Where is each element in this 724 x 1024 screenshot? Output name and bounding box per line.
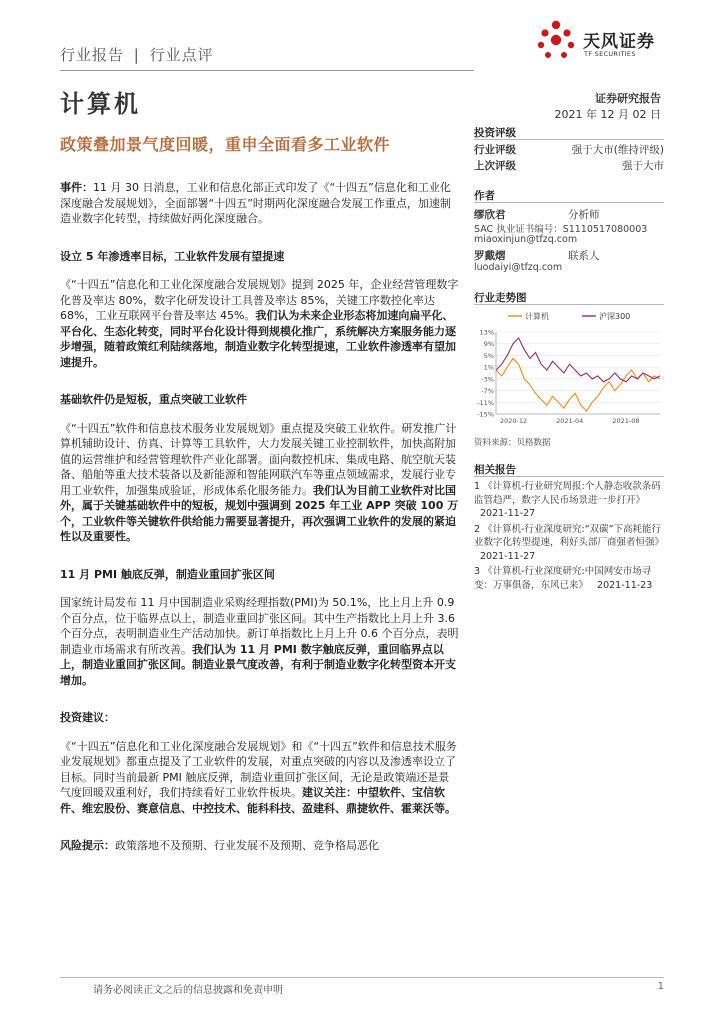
section-text: 《“十四五”软件和信息技术服务业发展规划》重点提及突破工业软件。研发推广计算机辅助设计、仿真、计算等工具软件，大力发展关键工业控制软件，加快高附加值的运营维护和经营管理软件产业化部署。面向数控机床、集成电路、航空航天装备、船舶等重大技术装备以及新能源和智能网联汽车等重点领域需求，发展行业专用工业软件，加强集成验证，形成体系化服务能力。 xyxy=(60,421,457,497)
section-text: 《“十四五”信息化和工业化深度融合发展规划》提到 2025 年，企业经营管理数字化普及率达 80%，数字化研发设计工具普及率达 85%，关键工序数控化率达 68%，工业互联网平台普及率达 45%。 xyxy=(60,278,459,322)
section-title: 设立 5 年渗透率目标，工业软件发展有望提速 xyxy=(60,249,285,263)
rating-value: 强于大市(维持评级) xyxy=(571,144,664,156)
x-tick-label: 2020-12 xyxy=(500,417,528,425)
related-item[interactable] xyxy=(474,565,666,592)
report-title: 政策叠加景气度回暖，重申全面看多工业软件 xyxy=(60,135,391,154)
author-sac: SAC 执业证书编号：S1110517080003 xyxy=(474,224,648,235)
related-item-date: 2021-11-23 xyxy=(597,579,653,591)
related-item-date: 2021-11-27 xyxy=(480,508,536,519)
section-highlight: 我们认为目前工业软件对比国外，属于关键基础软件中的短板，规划中强调到 2025 年工业 APP 突破 100 万个，工业软件等关键软件供给能力需要显著提升，再次强调工业软件的发展的紧迫性以及重要性。 xyxy=(60,483,459,543)
y-tick-label: -15% xyxy=(477,410,494,419)
crumb-separator: | xyxy=(133,46,140,64)
logo-subtitle: TF SECURITIES xyxy=(584,50,636,58)
industry-title: 计算机 xyxy=(60,90,141,118)
y-tick-label: -7% xyxy=(481,387,494,396)
section-title: 11 月 PMI 触底反弹，制造业重回扩张区间 xyxy=(60,567,275,581)
logo-name: 天风证券 xyxy=(583,32,655,52)
event-paragraph xyxy=(60,180,460,227)
trend-heading: 行业走势图 xyxy=(474,292,527,304)
risk-text: 政策落地不及预期、行业发展不及预期、竞争格局恶化 xyxy=(115,839,379,852)
footer-divider xyxy=(60,977,664,978)
prev-rating-row xyxy=(474,158,664,173)
author-row xyxy=(474,207,664,222)
x-tick-label: 2021-04 xyxy=(556,417,584,425)
trend-divider xyxy=(474,304,664,305)
rating-label: 行业评级 xyxy=(474,144,516,156)
author-row xyxy=(474,248,664,263)
trend-chart xyxy=(474,308,664,430)
legend-label: 沪深300 xyxy=(599,312,631,321)
advice-text: 《“十四五”信息化和工业化深度融合发展规划》和《“十四五”软件和信息技术服务业发展规划》都重点提及了工业软件的发展，对重点突破的内容以及渗透率设立了目标。同时当前最新 PMI 触底反弹，制造业重回扩张区间，无论是政策端还是景气度回暖双重利好，我们持续看好工业软件板块。 xyxy=(60,739,457,799)
risk-paragraph xyxy=(60,838,460,854)
rating-row xyxy=(474,142,664,157)
prev-rating-value: 强于大市 xyxy=(622,160,664,172)
crumb-subtype: 行业点评 xyxy=(149,46,214,64)
section-highlight: 我们认为未来企业形态将加速向扁平化、平台化、生态化转变，同时平台化设计得到规模化推广，系统解决方案服务能力逐步增强，随着政策红利陆续落地，制造业数字化转型提速，工业软件渗透率有望加速提升。 xyxy=(60,309,456,369)
section-highlight: 我们认为 11 月 PMI 数字触底反弹，重回临界点以上，制造业重回扩张区间。制造业景气度改善，有利于制造业数字化转型资本开支增加。 xyxy=(60,642,456,687)
series-line-computer xyxy=(496,358,660,411)
author-role: 分析师 xyxy=(568,209,600,221)
header-divider xyxy=(60,70,474,71)
authors-heading: 作者 xyxy=(474,190,495,202)
x-tick-label: 2021-08 xyxy=(612,417,640,425)
related-item-title[interactable]: 3 《计算机-行业深度研究:中国网安市场寻变：万事俱备，东风已来》 xyxy=(474,566,652,591)
y-tick-label: -3% xyxy=(481,375,494,384)
legend-label: 计算机 xyxy=(525,312,549,321)
section-title: 基础软件仍是短板，重点突破工业软件 xyxy=(60,393,247,406)
report-type: 证券研究报告 xyxy=(595,92,661,105)
author-role: 联系人 xyxy=(568,250,600,262)
author-name: 罗戴熠 xyxy=(474,250,506,262)
author-email: miaoxinjun@tfzq.com xyxy=(474,234,578,245)
event-text: 11 月 30 日消息，工业和信息化部正式印发了《“十四五”信息化和工业化深度融合发展规划》，全面部署“十四五”时期两化深度融合发展工作重点，加速制造业数字化转型，持续做好两化深度融合。 xyxy=(60,181,451,225)
related-divider xyxy=(474,476,664,477)
related-item-title[interactable]: 1 《计算机-行业研究周报:个人静态收款条码监管趋严，数字人民币场景进一步打开》 xyxy=(474,481,661,506)
y-tick-label: 5% xyxy=(483,351,494,360)
prev-rating-label: 上次评级 xyxy=(474,160,516,172)
breadcrumb xyxy=(60,44,214,65)
section-paragraph xyxy=(60,277,460,370)
advice-paragraph xyxy=(60,739,460,817)
chart-source: 资料来源：贝格数据 xyxy=(474,438,551,448)
risk-label: 风险提示： xyxy=(60,839,115,852)
y-tick-label: 13% xyxy=(479,328,494,337)
authors-divider xyxy=(474,202,664,203)
advice-highlight: 建议关注：中望软件、宝信软件、维宏股份、赛意信息、中控技术、能科科技、盈建科、鼎捷软件、霍莱沃等。 xyxy=(60,786,456,815)
main-content xyxy=(60,180,460,854)
rating-heading: 投资评级 xyxy=(474,127,516,139)
author-name: 缪欣君 xyxy=(474,209,506,221)
footer-disclaimer: 请务必阅读正文之后的信息披露和免责申明 xyxy=(93,985,283,996)
section-paragraph xyxy=(60,595,460,688)
report-date: 2021 年 12 月 02 日 xyxy=(554,108,661,121)
rating-divider xyxy=(474,139,664,140)
event-label: 事件： xyxy=(60,181,93,194)
advice-title: 投资建议： xyxy=(60,711,115,724)
logo-icon xyxy=(534,18,578,62)
related-list xyxy=(474,480,666,592)
y-tick-label: -11% xyxy=(477,398,494,407)
related-item[interactable] xyxy=(474,523,666,564)
related-heading: 相关报告 xyxy=(474,464,516,476)
page-number: 1 xyxy=(657,981,664,992)
related-item-date: 2021-11-27 xyxy=(480,550,536,562)
crumb-report-type: 行业报告 xyxy=(60,46,125,64)
section-text: 国家统计局发布 11 月中国制造业采购经理指数(PMI)为 50.1%，比上月上升 0.9 个百分点，位于临界点以上，制造业重回扩张区间。其中生产指数比上月上升 3.6 个百分点，表明制造业生产活动加快。新订单指数比上月上升 0.6 个百分点，表明制造业市场需求有所改善。 xyxy=(60,596,459,656)
section-paragraph xyxy=(60,421,460,545)
author-email: luodaiyi@tfzq.com xyxy=(474,262,563,273)
related-item-title[interactable]: 2 《计算机-行业深度研究:“双碳”下高耗能行业数字化转型提速，利好头部厂商强者恒强》 xyxy=(474,523,665,548)
y-tick-label: 1% xyxy=(483,363,494,372)
y-tick-label: 9% xyxy=(483,340,494,349)
related-item[interactable] xyxy=(474,480,666,521)
